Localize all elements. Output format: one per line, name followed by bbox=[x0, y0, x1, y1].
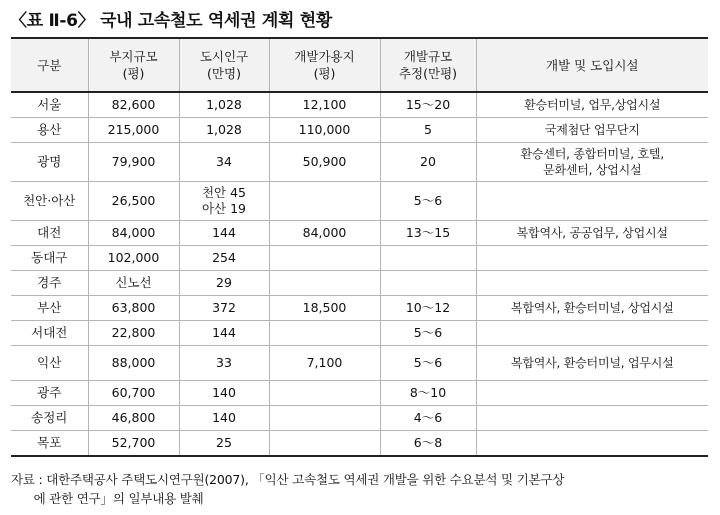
cell-population: 33 bbox=[179, 346, 269, 381]
header-cell-facilities: 개발 및 도입시설 bbox=[476, 38, 708, 92]
cell-development-scale: 15～20 bbox=[380, 92, 476, 118]
cell-station: 경주 bbox=[11, 271, 88, 296]
cell-available-land bbox=[269, 431, 380, 457]
cell-station: 서대전 bbox=[11, 321, 88, 346]
table-row bbox=[11, 321, 708, 346]
cell-station: 익산 bbox=[11, 346, 88, 381]
source-note bbox=[11, 470, 711, 508]
cell-population: 144 bbox=[179, 321, 269, 346]
cell-site-size: 신노선 bbox=[88, 271, 179, 296]
cell-available-land: 50,900 bbox=[269, 143, 380, 182]
cell-site-size: 46,800 bbox=[88, 406, 179, 431]
table-row bbox=[11, 118, 708, 143]
cell-available-land: 18,500 bbox=[269, 296, 380, 321]
cell-available-land: 7,100 bbox=[269, 346, 380, 381]
cell-facilities: 복합역사, 공공업무, 상업시설 bbox=[476, 221, 708, 246]
cell-available-land: 110,000 bbox=[269, 118, 380, 143]
station-plan-table bbox=[11, 37, 708, 457]
cell-station: 광주 bbox=[11, 381, 88, 406]
cell-station: 광명 bbox=[11, 143, 88, 182]
cell-site-size: 26,500 bbox=[88, 182, 179, 221]
source-line: 자료 : 대한주택공사 주택도시연구원(2007), 「익산 고속철도 역세권 개발을 위한 수요분석 및 기본구상 bbox=[11, 472, 565, 487]
header-cell-city-population: 도시인구 (만명) bbox=[179, 38, 269, 92]
cell-station: 천안·아산 bbox=[11, 182, 88, 221]
cell-development-scale: 5 bbox=[380, 118, 476, 143]
cell-site-size: 102,000 bbox=[88, 246, 179, 271]
cell-facilities: 복합역사, 환승터미널, 업무시설 bbox=[476, 346, 708, 381]
cell-available-land bbox=[269, 182, 380, 221]
cell-development-scale: 13～15 bbox=[380, 221, 476, 246]
cell-facilities: 국제첨단 업무단지 bbox=[476, 118, 708, 143]
cell-development-scale bbox=[380, 271, 476, 296]
cell-development-scale: 6～8 bbox=[380, 431, 476, 457]
header-cell-development-scale: 개발규모 추정(만평) bbox=[380, 38, 476, 92]
cell-available-land bbox=[269, 246, 380, 271]
cell-development-scale: 20 bbox=[380, 143, 476, 182]
table-row bbox=[11, 431, 708, 457]
table-row bbox=[11, 143, 708, 182]
cell-population: 144 bbox=[179, 221, 269, 246]
header-row bbox=[11, 38, 708, 92]
cell-facilities bbox=[476, 431, 708, 457]
cell-population: 29 bbox=[179, 271, 269, 296]
table-row bbox=[11, 92, 708, 118]
cell-population: 140 bbox=[179, 406, 269, 431]
cell-facilities bbox=[476, 321, 708, 346]
cell-site-size: 84,000 bbox=[88, 221, 179, 246]
cell-development-scale bbox=[380, 246, 476, 271]
cell-available-land: 84,000 bbox=[269, 221, 380, 246]
cell-development-scale: 8～10 bbox=[380, 381, 476, 406]
cell-available-land bbox=[269, 406, 380, 431]
cell-station: 송정리 bbox=[11, 406, 88, 431]
cell-station: 대전 bbox=[11, 221, 88, 246]
cell-development-scale: 5～6 bbox=[380, 346, 476, 381]
table-row bbox=[11, 182, 708, 221]
cell-available-land bbox=[269, 381, 380, 406]
cell-available-land: 12,100 bbox=[269, 92, 380, 118]
cell-population: 372 bbox=[179, 296, 269, 321]
cell-facilities bbox=[476, 406, 708, 431]
cell-station: 동대구 bbox=[11, 246, 88, 271]
cell-site-size: 63,800 bbox=[88, 296, 179, 321]
cell-development-scale: 5～6 bbox=[380, 182, 476, 221]
table-row bbox=[11, 381, 708, 406]
header-cell-available-land: 개발가용지 (평) bbox=[269, 38, 380, 92]
cell-site-size: 60,700 bbox=[88, 381, 179, 406]
cell-site-size: 22,800 bbox=[88, 321, 179, 346]
cell-facilities bbox=[476, 381, 708, 406]
table-row bbox=[11, 271, 708, 296]
header-cell-category: 구분 bbox=[11, 38, 88, 92]
table-row bbox=[11, 221, 708, 246]
cell-development-scale: 10～12 bbox=[380, 296, 476, 321]
cell-development-scale: 4～6 bbox=[380, 406, 476, 431]
cell-site-size: 88,000 bbox=[88, 346, 179, 381]
cell-population: 25 bbox=[179, 431, 269, 457]
cell-site-size: 52,700 bbox=[88, 431, 179, 457]
header-cell-site-size: 부지규모 (평) bbox=[88, 38, 179, 92]
table-row bbox=[11, 406, 708, 431]
cell-population: 254 bbox=[179, 246, 269, 271]
cell-station: 목포 bbox=[11, 431, 88, 457]
cell-facilities: 환승센터, 종합터미널, 호텔, 문화센터, 상업시설 bbox=[476, 143, 708, 182]
cell-station: 서울 bbox=[11, 92, 88, 118]
cell-available-land bbox=[269, 321, 380, 346]
cell-site-size: 79,900 bbox=[88, 143, 179, 182]
cell-station: 용산 bbox=[11, 118, 88, 143]
table-row bbox=[11, 246, 708, 271]
table-row bbox=[11, 346, 708, 381]
table-title: 〈표 Ⅱ-6〉 국내 고속철도 역세권 계획 현황 bbox=[10, 11, 333, 31]
cell-site-size: 82,600 bbox=[88, 92, 179, 118]
cell-population: 1,028 bbox=[179, 118, 269, 143]
cell-population: 140 bbox=[179, 381, 269, 406]
cell-population: 1,028 bbox=[179, 92, 269, 118]
cell-facilities bbox=[476, 271, 708, 296]
cell-population: 34 bbox=[179, 143, 269, 182]
cell-facilities bbox=[476, 182, 708, 221]
cell-facilities bbox=[476, 246, 708, 271]
cell-development-scale: 5～6 bbox=[380, 321, 476, 346]
cell-site-size: 215,000 bbox=[88, 118, 179, 143]
cell-facilities: 복합역사, 환승터미널, 상업시설 bbox=[476, 296, 708, 321]
source-line: 에 관한 연구」의 일부내용 발췌 bbox=[11, 491, 204, 506]
cell-station: 부산 bbox=[11, 296, 88, 321]
cell-available-land bbox=[269, 271, 380, 296]
table-row bbox=[11, 296, 708, 321]
cell-population: 천안 45 아산 19 bbox=[179, 182, 269, 221]
cell-facilities: 환승터미널, 업무,상업시설 bbox=[476, 92, 708, 118]
